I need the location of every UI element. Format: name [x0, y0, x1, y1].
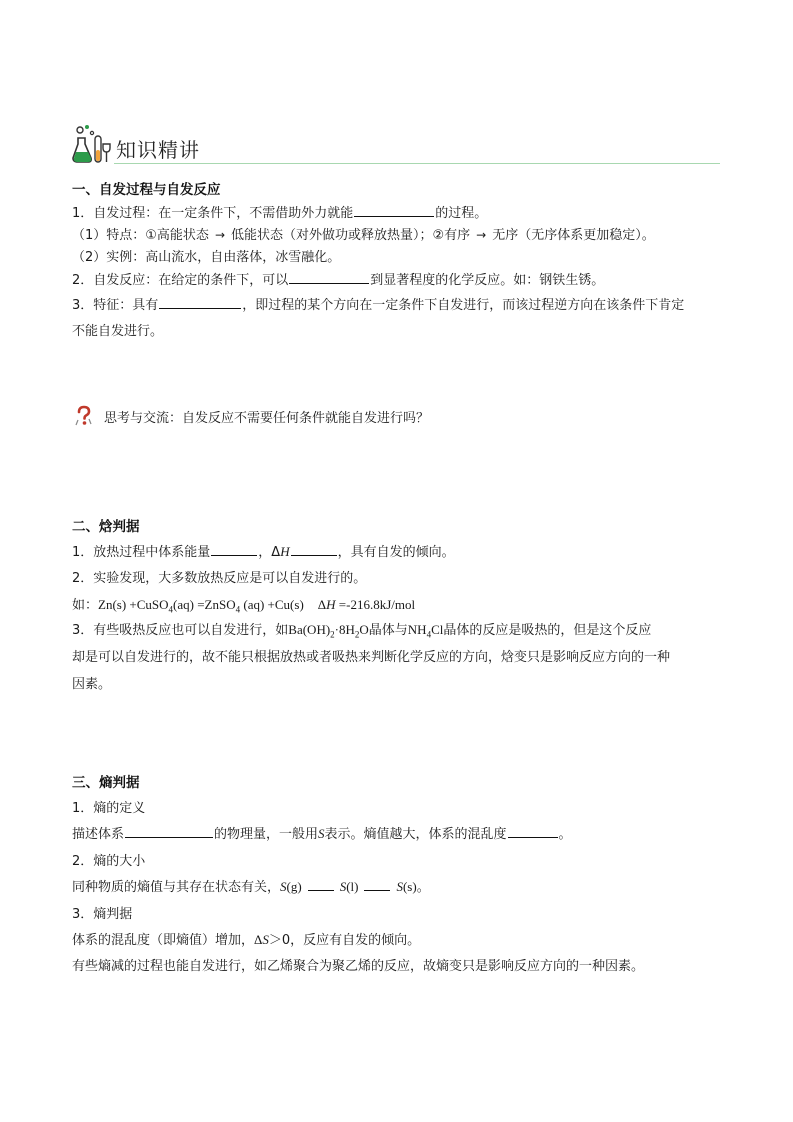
- s2-line-1: 1．放热过程中体系能量 ，ΔH ，具有自发的倾向。: [72, 544, 455, 560]
- right-arrow-icon: →: [214, 228, 225, 242]
- answer-blank: [289, 271, 369, 284]
- s1-line-2: （1）特点：①高能状态 → 低能状态（对外做功或释放热量）；②有序 → 无序（无序体系更加稳定）。: [72, 228, 655, 243]
- s3-line-7: 有些熵减的过程也能自发进行，如乙烯聚合为聚乙烯的反应，故熵变只是影响反应方向的一种因素。: [72, 959, 645, 974]
- section-3-title: 三、熵判据: [72, 775, 140, 791]
- s3-line-4: 同种物质的熵值与其存在状态有关，S(g) S(l) S(s)。: [72, 879, 430, 895]
- s1-line-6: 不能自发进行。: [72, 324, 164, 339]
- answer-blank: [508, 825, 558, 838]
- section-2-title: 二、焓判据: [72, 519, 140, 535]
- s3-line-3: 2．熵的大小: [72, 854, 146, 869]
- s2-equation: 如：Zn(s) +CuSO$_4$(aq) =ZnSO$_4$ (aq) +Cu(s) ΔH =-216.8kJ/mol: [72, 597, 416, 615]
- header-divider: [114, 163, 720, 164]
- s1-line-5: 3．特征：具有 ，即过程的某个方向在一定条件下自发进行，而该过程逆方向在该条件下肯定: [72, 298, 685, 313]
- section-1-title: 一、自发过程与自发反应: [72, 182, 221, 198]
- s1-line-4: 2．自发反应：在给定的条件下，可以 到显著程度的化学反应。如：钢铁生锈。: [72, 273, 605, 288]
- s3-line-6: 体系的混乱度（即熵值）增加，ΔS＞0，反应有自发的倾向。: [72, 932, 421, 948]
- answer-blank: [291, 543, 337, 556]
- answer-blank: [125, 825, 213, 838]
- s3-line-5: 3．熵判据: [72, 907, 133, 922]
- s2-line-5: 却是可以自发进行的，故不能只根据放热或者吸热来判断化学反应的方向，焓变只是影响反应方向的一种: [72, 650, 671, 665]
- s2-line-2: 2．实验发现，大多数放热反应是可以自发进行的。: [72, 571, 367, 586]
- s3-line-1: 1．熵的定义: [72, 801, 146, 816]
- header-title: 知识精讲: [116, 138, 200, 162]
- answer-blank: [364, 878, 390, 891]
- answer-blank: [159, 296, 241, 309]
- s1-line-3: （2）实例：高山流水，自由落体，冰雪融化。: [72, 250, 341, 265]
- s3-line-2: 描述体系 的物理量，一般用S表示。熵值越大，体系的混乱度 。: [72, 826, 572, 842]
- answer-blank: [308, 878, 334, 891]
- question-mark-icon: [74, 405, 94, 427]
- right-arrow-icon: →: [476, 228, 487, 242]
- s1-line-1: 1．自发过程：在一定条件下，不需借助外力就能 的过程。: [72, 206, 488, 221]
- section-header: [70, 122, 720, 170]
- think-discuss-text: 思考与交流：自发反应不需要任何条件就能自发进行吗？: [104, 411, 430, 426]
- answer-blank: [354, 204, 434, 217]
- s2-line-6: 因素。: [72, 677, 112, 692]
- s2-line-4: 3．有些吸热反应也可以自发进行，如$Ba(OH)_2\cdot 8H_2O$晶体与$NH_4Cl$晶体的反应是吸热的，但是这个反应: [72, 622, 652, 640]
- answer-blank: [211, 543, 257, 556]
- flask-icon: [70, 122, 114, 166]
